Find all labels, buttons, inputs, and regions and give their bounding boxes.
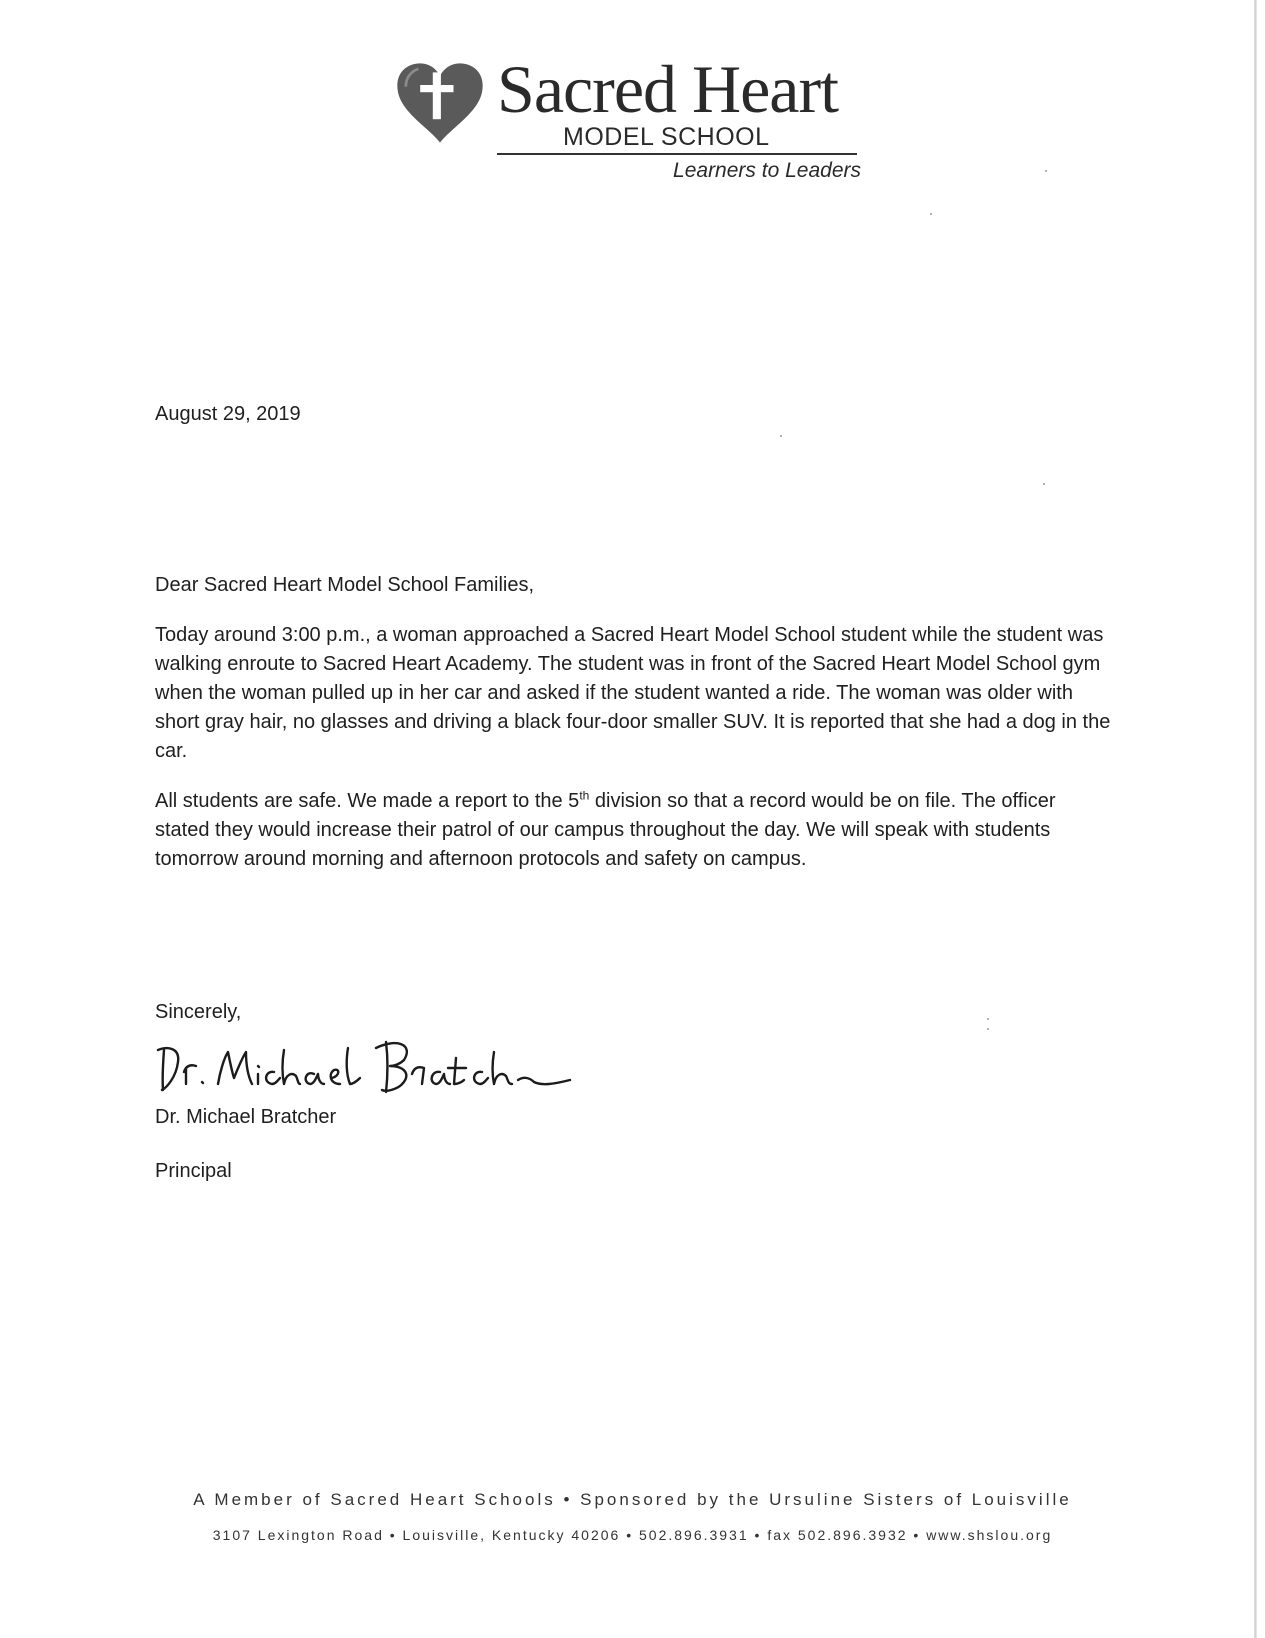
letter-paragraph-1: Today around 3:00 p.m., a woman approached a Sacred Heart Model School student while the student was walking enroute to Sacred Heart Academy. The student was in front of the Sacred Heart Model School gym when the woman pulled up in her car and asked if the student wanted a ride. The woman was older with short gray hair, no glasses and driving a black four-door smaller SUV. It is reported that she had a dog in the car.	[155, 624, 1111, 762]
letter-salutation: Dear Sacred Heart Model School Families,	[155, 574, 535, 596]
signer-title: Principal	[155, 1160, 232, 1182]
scan-speck	[1045, 170, 1047, 172]
signer-name: Dr. Michael Bratcher	[155, 1106, 337, 1128]
letterhead-divider	[497, 153, 857, 155]
heart-cross-icon	[395, 61, 485, 145]
scan-speck	[930, 213, 932, 215]
footer-affiliation: A Member of Sacred Heart Schools • Sponsored by the Ursuline Sisters of Louisville	[193, 1490, 1072, 1509]
letter-date: August 29, 2019	[155, 403, 301, 425]
ordinal-suffix: th	[579, 788, 590, 803]
scan-edge	[1254, 0, 1257, 1638]
school-name: Sacred Heart	[497, 51, 839, 127]
scan-speck	[1043, 483, 1045, 485]
footer-contact: 3107 Lexington Road • Louisville, Kentucky 40206 • 502.896.3931 • fax 502.896.3932 • www.shslou.org	[212, 1527, 1053, 1543]
scan-speck	[987, 1028, 989, 1030]
letterhead	[395, 51, 865, 185]
letter-paragraph-2	[155, 787, 1115, 874]
paragraph-2-end: division so that a record would be on file. The officer stated they would increase their patrol of our campus throughout the day. We will speak with students tomorrow around morning and afternoon protocols and safety on campus.	[155, 790, 1056, 870]
school-tagline: Learners to Leaders	[673, 159, 861, 182]
letter-closing: Sincerely,	[155, 1001, 242, 1023]
school-subname: MODEL SCHOOL	[563, 123, 770, 151]
paragraph-2-start: All students are safe. We made a report to the 5	[155, 790, 580, 812]
handwritten-signature	[150, 1028, 590, 1098]
scan-speck	[780, 435, 782, 437]
